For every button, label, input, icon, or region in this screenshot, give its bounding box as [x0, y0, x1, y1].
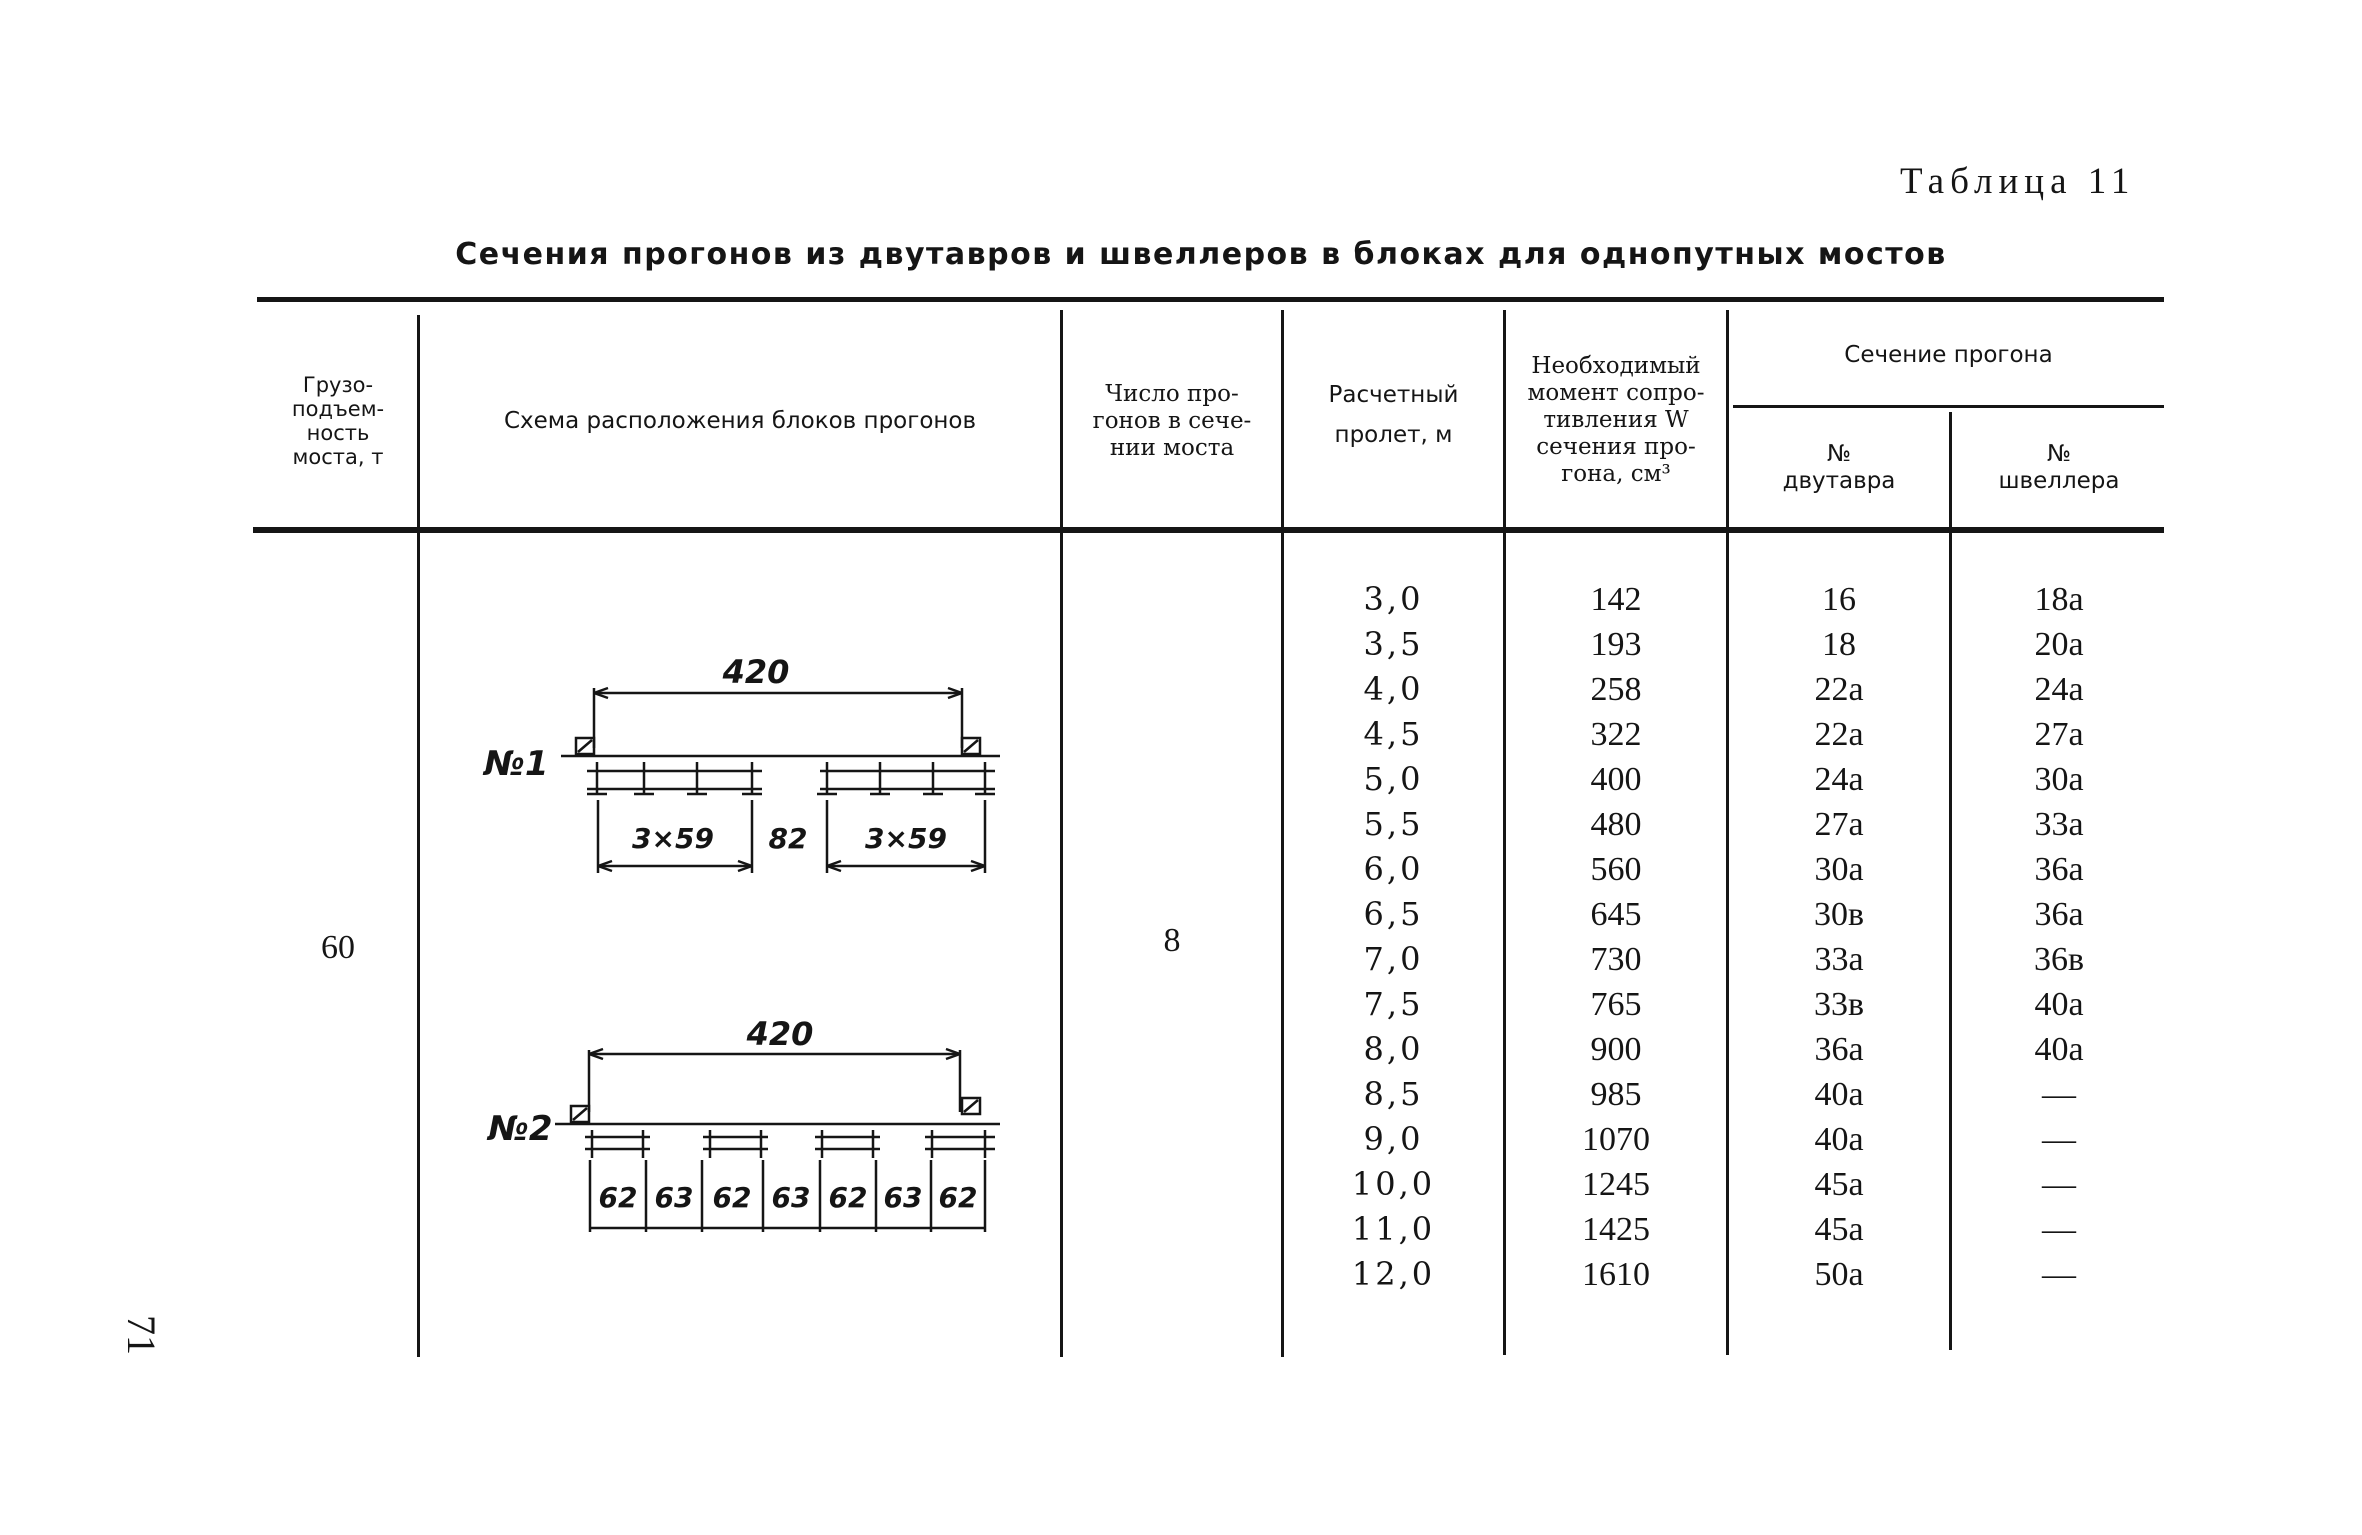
scheme-2-span: 420 — [746, 1015, 814, 1053]
ibeam-cell: 33в — [1813, 986, 1865, 1023]
moment-cell: 142 — [1590, 581, 1642, 618]
design-span-cell: 3,0 — [1363, 580, 1424, 618]
channel-cell: 36а — [2034, 851, 2084, 888]
design-span-cell: 8,5 — [1363, 1075, 1424, 1113]
moment-cell: 1070 — [1582, 1121, 1650, 1158]
design-span-cell: 8,0 — [1363, 1030, 1424, 1068]
ibeam-cell: 36а — [1814, 1031, 1864, 1068]
channel-cell: 33а — [2034, 806, 2084, 843]
beam-count-value: 8 — [1163, 922, 1181, 959]
design-span-cell: 10,0 — [1351, 1165, 1436, 1203]
moment-cell: 480 — [1590, 806, 1642, 843]
ibeam-cell: 30в — [1813, 896, 1865, 933]
channel-cell: — — [2042, 1211, 2076, 1248]
scheme-2-dim: 62 — [712, 1181, 752, 1214]
design-span-cell: 5,0 — [1363, 760, 1424, 798]
channel-cell: 27а — [2034, 716, 2084, 753]
ibeam-cell: 45а — [1814, 1166, 1864, 1203]
channel-cell: 36а — [2034, 896, 2084, 933]
moment-cell: 1610 — [1582, 1256, 1650, 1293]
channel-cell: 36в — [2033, 941, 2085, 978]
channel-cell: 30а — [2034, 761, 2084, 798]
moment-cell: 765 — [1590, 986, 1642, 1023]
header-channel: № швеллера — [1998, 440, 2120, 494]
scheme-1-dim-gap: 82 — [768, 822, 808, 855]
header-beam-count: Число про- гонов в сече- нии моста — [1092, 380, 1252, 461]
moment-cell: 900 — [1590, 1031, 1642, 1068]
design-span-cell: 3,5 — [1363, 625, 1424, 663]
ibeam-cell: 40а — [1814, 1076, 1864, 1113]
design-span-cell: 7,5 — [1363, 985, 1424, 1023]
channel-cell: 20а — [2034, 626, 2084, 663]
ibeam-cell: 18 — [1822, 626, 1856, 663]
scheme-2-dim: 63 — [654, 1181, 694, 1214]
moment-cell: 1425 — [1582, 1211, 1650, 1248]
header-capacity: Грузо- подъем- ность моста, т — [291, 373, 385, 469]
scheme-2-label: №2 — [488, 1109, 553, 1149]
channel-cell: 18а — [2034, 581, 2084, 618]
moment-cell: 400 — [1590, 761, 1642, 798]
page-number: 71 — [119, 1315, 164, 1355]
channel-cell: — — [2042, 1166, 2076, 1203]
channel-cell: 24а — [2034, 671, 2084, 708]
design-span-cell: 9,0 — [1363, 1120, 1424, 1158]
channel-cell: — — [2042, 1121, 2076, 1158]
ibeam-cell: 27а — [1814, 806, 1864, 843]
scheme-2-dim: 62 — [598, 1181, 638, 1214]
moment-cell: 985 — [1590, 1076, 1642, 1113]
scheme-1-label: №1 — [484, 744, 549, 784]
header-scheme: Схема расположения блоков прогонов — [503, 407, 977, 434]
moment-cell: 645 — [1590, 896, 1642, 933]
ibeam-cell: 40а — [1814, 1121, 1864, 1158]
scheme-2-dim: 62 — [938, 1181, 978, 1214]
scheme-2-dim: 62 — [828, 1181, 868, 1214]
table-number-label: Таблица 11 — [1900, 161, 2136, 202]
moment-cell: 1245 — [1582, 1166, 1650, 1203]
header-ibeam: № двутавра — [1782, 440, 1896, 494]
channel-cell: 40а — [2034, 1031, 2084, 1068]
channel-cell: — — [2042, 1256, 2076, 1293]
ibeam-cell: 45а — [1814, 1211, 1864, 1248]
design-span-cell: 5,5 — [1363, 805, 1424, 843]
ibeam-cell: 24а — [1814, 761, 1864, 798]
scheme-1-dim-right: 3×59 — [865, 822, 947, 855]
design-span-cell: 4,0 — [1363, 670, 1424, 708]
header-design-span: Расчетный пролет, м — [1328, 382, 1459, 448]
design-span-cell: 11,0 — [1351, 1210, 1436, 1248]
ibeam-cell: 50а — [1814, 1256, 1864, 1293]
scheme-2-dim: 63 — [883, 1181, 923, 1214]
scheme-1-span: 420 — [722, 653, 790, 691]
design-span-cell: 6,0 — [1363, 850, 1424, 888]
moment-cell: 730 — [1590, 941, 1642, 978]
ibeam-cell: 30а — [1814, 851, 1864, 888]
moment-cell: 560 — [1590, 851, 1642, 888]
header-section-group: Сечение прогона — [1844, 341, 2053, 368]
ibeam-cell: 22а — [1814, 671, 1864, 708]
scheme-1-dim-left: 3×59 — [632, 822, 714, 855]
ibeam-cell: 16 — [1822, 581, 1856, 618]
moment-cell: 322 — [1590, 716, 1642, 753]
design-span-cell: 6,5 — [1363, 895, 1424, 933]
moment-cell: 258 — [1590, 671, 1642, 708]
design-span-cell: 4,5 — [1363, 715, 1424, 753]
capacity-value: 60 — [321, 929, 355, 966]
table-title: Сечения прогонов из двутавров и швеллеров в блоках для однопутных мостов — [455, 237, 1947, 272]
design-span-cell: 12,0 — [1351, 1255, 1436, 1293]
header-moment: Необходимый момент сопро- тивления W сечения про- гона, см³ — [1527, 352, 1705, 487]
design-span-cell: 7,0 — [1363, 940, 1424, 978]
ibeam-cell: 22а — [1814, 716, 1864, 753]
channel-cell: 40а — [2034, 986, 2084, 1023]
ibeam-cell: 33а — [1814, 941, 1864, 978]
scheme-2-dim: 63 — [771, 1181, 811, 1214]
moment-cell: 193 — [1590, 626, 1642, 663]
channel-cell: — — [2042, 1076, 2076, 1113]
